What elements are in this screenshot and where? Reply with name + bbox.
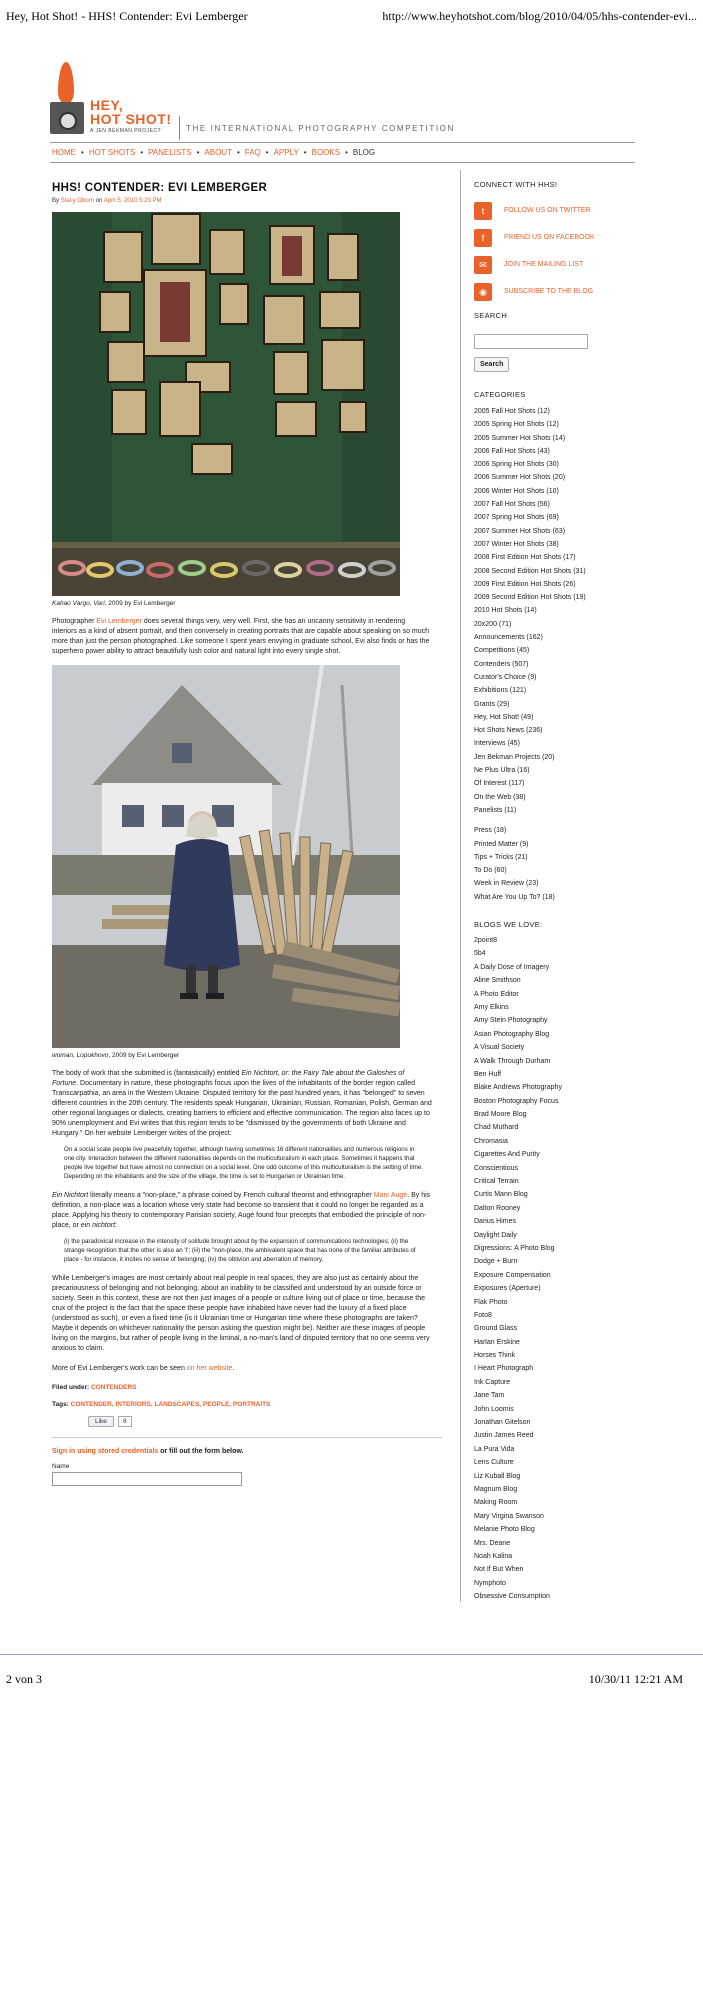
nav-item-home[interactable]: HOME [52,148,76,157]
blogroll-link[interactable]: Nymphoto [474,1579,506,1587]
category-link[interactable]: 2010 Hot Shots (14) [474,607,537,615]
blogroll-link[interactable]: Flak Photo [474,1298,508,1306]
nav-item-hot-shots[interactable]: HOT SHOTS [88,148,136,157]
blogroll-link[interactable]: Horses Think [474,1352,516,1360]
category-link[interactable]: Exhibitions (121) [474,687,527,695]
paragraph: More of Evi Lemberger's work can be seen on her website. [52,1365,235,1372]
category-link[interactable]: Printed Matter (9) [474,840,529,848]
print-url: http://www.heyhotshot.com/blog/2010/04/05/hhs-contender-evi... [382,9,697,23]
twitter-icon: t [474,202,492,220]
blogs-title: BLOGS WE LOVE: [474,919,543,929]
blogroll-link[interactable]: Daylight Daily [474,1231,517,1239]
blogroll-link[interactable]: 2point8 [474,936,497,944]
photo-interior [52,212,400,596]
blogroll-link[interactable]: Magnum Blog [474,1486,518,1493]
blog-list [474,934,639,1604]
blogroll-link[interactable]: Cigarettes And Purity [474,1151,540,1159]
post-title: HHS! CONTENDER: EVI LEMBERGER [52,182,268,194]
category-list [474,405,639,817]
blogroll-link[interactable]: Liz Kuball Blog [474,1472,521,1480]
category-link[interactable]: Grants (29) [474,700,510,708]
category-link[interactable]: Hey, Hot Shot! (49) [474,713,534,721]
print-title: Hey, Hot Shot! - HHS! Contender: Evi Lemberger [6,9,248,23]
blogroll-link[interactable]: Ink Capture [474,1378,511,1386]
blogroll-link[interactable]: Aline Smithson [474,977,521,985]
category-link[interactable]: To Do (60) [474,867,507,875]
category-link[interactable]: Panelists (11) [474,806,517,814]
blogroll-link[interactable]: Brad Moore Blog [474,1111,527,1119]
blogroll-link[interactable]: Jane Tam [474,1392,505,1400]
connect-list [474,197,639,305]
connect-mail[interactable] [474,251,639,278]
category-link[interactable]: Week in Review (23) [474,880,539,888]
blogroll-link[interactable]: Mary Virgina Swanson [474,1512,544,1520]
blogroll-link[interactable]: A Photo Editor [474,990,519,998]
nav-separator: • [265,148,269,157]
category-link[interactable]: 2005 Fall Hot Shots (12) [474,408,550,415]
logo-divider [179,116,180,140]
print-footer-rule [0,1654,703,1655]
signin-link[interactable]: Sign in using stored credentials [52,1448,159,1455]
like-widget [88,1416,442,1427]
filed-under: Filed under: CONTENDERS [52,1384,137,1391]
paragraph: Ein Nichtort literally means a "non-place," a phrase coined by French cultural theorist and ethnographer Marc Augé. By his definition, a non-place was a location whose very state had become so transient that it could no longer be regarded as a place. Applying his theory to contemporary Parisian society, Augé found four precepts that embodied the principle of non-place, or ein nichtort: [52,1192,431,1229]
blogroll-link[interactable]: Amy Elkins [474,1003,509,1011]
blogroll-link[interactable]: Exposures (Aperture) [474,1285,541,1293]
date-link[interactable]: April 5, 2010 5:23 PM [103,198,162,204]
nav-item-faq[interactable]: FAQ [244,148,261,157]
tag-link[interactable]: LANDSCAPES [154,1401,200,1408]
nav-item-blog[interactable]: BLOG [352,148,376,157]
sidebar [474,170,639,1604]
site-tagline: THE INTERNATIONAL PHOTOGRAPHY COMPETITION [186,124,455,133]
tag-link[interactable]: CONTENDER [70,1401,112,1408]
category-link[interactable]: What Are You Up To? (18) [474,893,555,901]
category-link[interactable]: 2005 Summer Hot Shots (14) [474,434,566,442]
blockquote: On a social scale people live peacefully together, although having sometimes 16 different nationalities and numerous religions in one city. Interaction between the different nationalities depends on the multiculturalism in each place. Sometimes it happens that people live together but have almost no connection on a social level. One odd outcome of this multiculturalism is the setting of time. Depending on the inhabitants and the size of the village, the time is set to Hungarian or Ukrainian time. [64,1146,424,1180]
blogroll-link[interactable]: A Daily Dose of Imagery [474,963,550,971]
nav-item-about[interactable]: ABOUT [204,148,232,157]
blogroll-link[interactable]: Noah Kalina [474,1552,513,1560]
category-link[interactable]: Interviews (45) [474,740,520,748]
nav-separator: • [236,148,240,157]
flame-icon [58,62,74,104]
connect-label: FRIEND US ON FACEBOOK [504,234,595,241]
interior-photo-illustration [52,212,400,596]
woman-photo-illustration [52,665,400,1048]
like-button[interactable]: Like [88,1416,114,1427]
category-link[interactable]: 2007 Spring Hot Shots (69) [474,514,559,522]
blockquote: (i) the paradoxical increase in the intensity of solitude brought about by the expansion of communications technologies; (ii) the strange recognition that the other is also an 'I'; (iii) the "non-place, the ambivalent space that has none of the familiar attributes of place - for instance, it incites no sense of belonging; (iv) the oblivion and aberration of memory. [64,1238,416,1263]
connect-twitter[interactable] [474,197,639,224]
category-link[interactable]: 2007 Summer Hot Shots (63) [474,527,566,535]
category-link[interactable]: 2007 Winter Hot Shots (38) [474,540,559,548]
blogroll-link[interactable]: Obsessive Consumption [474,1593,550,1601]
category-link[interactable]: 2006 Summer Hot Shots (20) [474,474,566,482]
category-link[interactable]: Jen Bekman Projects (20) [474,753,555,761]
category-link[interactable]: Press (18) [474,827,507,835]
photo-woman [52,665,400,1048]
nav-divider [50,162,635,163]
print-timestamp: 10/30/11 12:21 AM [588,1672,683,1686]
blogroll-link[interactable]: Lens Culture [474,1459,514,1467]
paragraph: While Lemberger's images are most certainly about real people in real spaces, they are also just as certainly about the precariousness of belonging and not belonging, about an inability to be classified and understood by an outside force or society. Seen in this context, these are not then just images of a people or culture living out of place or time, because the crux of the project is the fact that the space these people have inhabited have never had the luxury of a fixed place (understood as such), or even a fixed time (is it Ukrainian time or Hungarian time where these photographs are taken? Maybe it depends on whichever nationality the person asking the question might be). Neither are these images of people living on the margins, but rather of people living in the liminal, a no-man's land of disputed territory that no one seems very anxious to claim. [52,1275,430,1352]
tag-link[interactable]: PEOPLE [202,1401,230,1408]
blogroll-link[interactable]: Darius Himes [474,1218,517,1226]
blogroll-link[interactable]: Harlan Erskine [474,1338,520,1346]
mail-icon: ✉ [474,256,492,274]
blogroll-link[interactable]: Foto8 [474,1311,492,1319]
blogroll-link[interactable]: John Loomis [474,1405,514,1413]
category-link[interactable]: 2006 Winter Hot Shots (10) [474,487,559,495]
connect-facebook[interactable] [474,224,639,251]
blogroll-link[interactable]: Ground Glass [474,1325,518,1333]
category-link[interactable]: CONTENDERS [91,1384,137,1391]
blogroll-link[interactable]: I Heart Photograph [474,1365,534,1373]
site-logo[interactable] [50,62,175,144]
connect-label: SUBSCRIBE TO THE BLOG [504,288,594,295]
blogroll-link[interactable]: Melanie Photo Blog [474,1526,535,1534]
blogroll-link[interactable]: Making Room [474,1499,518,1507]
category-link[interactable]: 2007 Fall Hot Shots (56) [474,501,550,509]
search-button[interactable]: Search [474,357,509,372]
blogroll-link[interactable]: Conscientious [474,1164,518,1172]
blogroll-link[interactable]: Dalton Rooney [474,1204,521,1212]
search-title: SEARCH [474,311,508,320]
connect-rss[interactable] [474,278,639,305]
tag-link[interactable]: PORTRAITS [232,1401,271,1408]
category-link[interactable]: Curator's Choice (9) [474,673,537,681]
paragraph: The body of work that she submitted is (fantastically) entitled Ein Nichtort, or: the Fairy Tale about the Galoshes of Fortune. Documentary in nature, these photographs focus upon the lives of the inhabitants of the border region called Transcarpathia, an area in the Western Ukraine. Disputed territory for the past hundred years, it has "belonged" to seven different countries in the 20th century. The residents speak Hungarian, Ukrainian, Russian, Romanian, Polish, German and other regional languages or dialects, creating barriers to efficient and effective communication. The region also faces up to 90% unemployment and Evi writes that this region tends to be "dismissed by the governments of both Ukraine and Hungary." On her website Lemberger writes of the project: [52,1070,432,1137]
page-number: 2 von 3 [6,1672,42,1686]
blogroll-link[interactable]: A Visual Society [474,1044,525,1052]
article [52,170,442,1486]
blogroll-link[interactable]: Curtis Mann Blog [474,1191,528,1199]
category-link[interactable]: Contenders (507) [474,660,529,668]
column-divider [460,170,461,1602]
blogroll-link[interactable]: Blake Andrews Photography [474,1084,562,1092]
name-input[interactable] [52,1472,242,1486]
like-count: 8 [118,1416,132,1427]
category-link[interactable]: Hot Shots News (236) [474,727,543,735]
category-link[interactable]: Of Interest (117) [474,780,525,788]
website-link[interactable]: on her website [186,1365,233,1372]
blogroll-link[interactable]: Asian Photography Blog [474,1030,550,1038]
blogroll-link[interactable]: Exposure Compensation [474,1271,551,1279]
comment-divider [52,1437,442,1438]
category-list-2 [474,824,639,904]
category-link[interactable]: 2006 Spring Hot Shots (30) [474,461,559,469]
nav-separator: • [140,148,144,157]
name-label: Name [52,1463,70,1470]
blogroll-link[interactable]: Amy Stein Photography [474,1017,548,1025]
camera-icon [50,102,84,134]
blogroll-link[interactable]: Chromasia [474,1137,508,1145]
blogroll-link[interactable]: A Walk Through Durham [474,1057,551,1065]
logo-subtitle: A JEN BEKMAN PROJECT [90,128,162,134]
search-input[interactable] [474,334,588,349]
blogroll-link[interactable]: Justin James Reed [474,1432,534,1440]
print-footer [0,1668,703,1698]
nav-separator: • [303,148,307,157]
nav-item-apply[interactable]: APPLY [273,148,299,157]
blogroll-link[interactable]: Mrs. Deane [474,1539,511,1547]
category-link[interactable]: 2009 Second Edition Hot Shots (19) [474,594,586,602]
rss-icon: ◉ [474,283,492,301]
photo-caption: woman, Lopukhovo, 2009 by Evi Lemberger [52,1052,180,1059]
nav-item-books[interactable]: BOOKS [311,148,341,157]
nav-separator: • [81,148,84,157]
blogroll-link[interactable]: Critical Terrain [474,1178,519,1186]
tag-link[interactable]: INTERIORS [115,1401,151,1408]
blogroll-link[interactable]: 5b4 [474,950,486,958]
author-link[interactable]: Stacy Oborn [60,198,95,204]
header-divider [50,142,635,143]
blogroll-link[interactable]: Chad Muthard [474,1124,519,1132]
tags: Tags: CONTENDER, INTERIORS, LANDSCAPES, PEOPLE, PORTRAITS [52,1401,271,1408]
category-link[interactable]: Ne Plus Ultra (16) [474,767,530,775]
blogroll-link[interactable]: Boston Photography Focus [474,1097,559,1105]
category-link[interactable]: On the Web (38) [474,793,526,801]
blogroll-link[interactable]: Not If But When [474,1566,524,1574]
connect-title: CONNECT WITH HHS! [474,180,558,189]
category-link[interactable]: 2008 First Edition Hot Shots (17) [474,554,576,562]
category-link[interactable]: Tips + Tricks (21) [474,853,528,861]
category-link[interactable]: 2008 Second Edition Hot Shots (31) [474,567,586,575]
blogroll-link[interactable]: Jonathan Gitelson [474,1419,531,1427]
byline: By Stacy Oborn on April 5, 2010 5:23 PM [52,198,162,204]
nav-separator: • [345,148,348,157]
logo-text: HEY, HOT SHOT! [90,97,172,127]
connect-label: JOIN THE MAILING LIST [504,261,584,268]
facebook-icon: f [474,229,492,247]
blogroll-link[interactable]: La Pura Vida [474,1445,515,1453]
blogroll-link[interactable]: Dodge + Burn [474,1258,518,1266]
category-link[interactable]: Announcements (162) [474,634,543,642]
categories-title: CATEGORIES [474,390,526,399]
signin-prompt: Sign in using stored credentials or fill out the form below. [52,1448,244,1455]
blogroll-link[interactable]: Ben Huff [474,1070,502,1078]
blogroll-link[interactable]: Digressions: A Photo Blog [474,1244,555,1252]
category-link[interactable]: 2006 Fall Hot Shots (43) [474,447,550,455]
connect-label: FOLLOW US ON TWITTER [504,207,591,214]
paragraph: Photographer Evi Lemberger does several things very, very well. First, she has an uncanny sensitivity in rendering interiors as a kind of absent portrait, and then conversely in creating portraits that are capable about speaking on so much more than just the person photographed. Like someone I spent years envying in graduate school, Evi also finds or has the superhero power ability to attract beautifully lush color and natural light into every single shot. [52,618,430,655]
nav-separator: • [196,148,200,157]
category-link[interactable]: Competitions (45) [474,647,530,655]
category-link[interactable]: 2005 Spring Hot Shots (12) [474,421,559,429]
photographer-link[interactable]: Evi Lemberger [96,618,142,625]
main-nav [52,148,375,157]
nav-item-panelists[interactable]: PANELISTS [148,148,192,157]
category-link[interactable]: 20x200 (71) [474,620,512,628]
marc-auge-link[interactable]: Marc Augé [373,1192,408,1199]
category-link[interactable]: 2009 First Edition Hot Shots (26) [474,580,576,588]
photo-caption: Kahao Vargo, Vari, 2009 by Evi Lemberger [52,600,176,607]
print-header [0,0,703,30]
